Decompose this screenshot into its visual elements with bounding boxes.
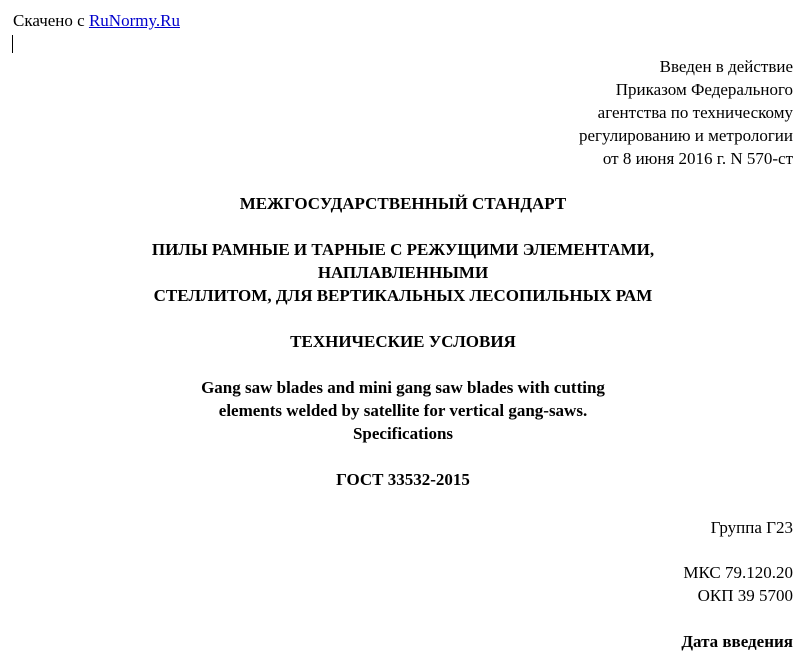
- english-title-line: Gang saw blades and mini gang saw blades with cutting: [201, 378, 605, 397]
- mks-code: МКС 79.120.20: [683, 563, 793, 582]
- document-title-line: ПИЛЫ РАМНЫЕ И ТАРНЫЕ С РЕЖУЩИМИ ЭЛЕМЕНТАМИ,: [151, 240, 655, 259]
- intro-line: агентства по техническому: [597, 103, 793, 122]
- group-code: Группа Г23: [710, 518, 793, 537]
- intro-line: Введен в действие: [659, 57, 793, 76]
- english-title-line: Specifications: [352, 424, 454, 443]
- text-cursor: [12, 35, 13, 53]
- intro-line: регулированию и метрологии: [578, 126, 793, 145]
- source-link[interactable]: RuNormy.Ru: [88, 11, 180, 30]
- document-title-line: СТЕЛЛИТОМ, ДЛЯ ВЕРТИКАЛЬНЫХ ЛЕСОПИЛЬНЫХ РАМ: [153, 286, 653, 305]
- source-line: [13, 9, 180, 32]
- source-prefix: Скачено с: [13, 11, 89, 30]
- intro-line: от 8 июня 2016 г. N 570-ст: [602, 149, 793, 168]
- intro-block: [579, 55, 793, 170]
- gost-number: ГОСТ 33532-2015: [336, 470, 470, 489]
- document-title-line: НАПЛАВЛЕННЫМИ: [317, 263, 489, 282]
- document-subtitle: ТЕХНИЧЕСКИЕ УСЛОВИЯ: [290, 332, 516, 351]
- document-title: [0, 238, 799, 307]
- english-title-line: elements welded by satellite for vertical gang-saws.: [218, 401, 588, 420]
- effective-date-label: Дата введения: [681, 632, 793, 651]
- okp-code: ОКП 39 5700: [697, 586, 793, 605]
- intro-line: Приказом Федерального: [615, 80, 793, 99]
- document-type-title: МЕЖГОСУДАРСТВЕННЫЙ СТАНДАРТ: [239, 194, 567, 213]
- english-title: [0, 376, 799, 445]
